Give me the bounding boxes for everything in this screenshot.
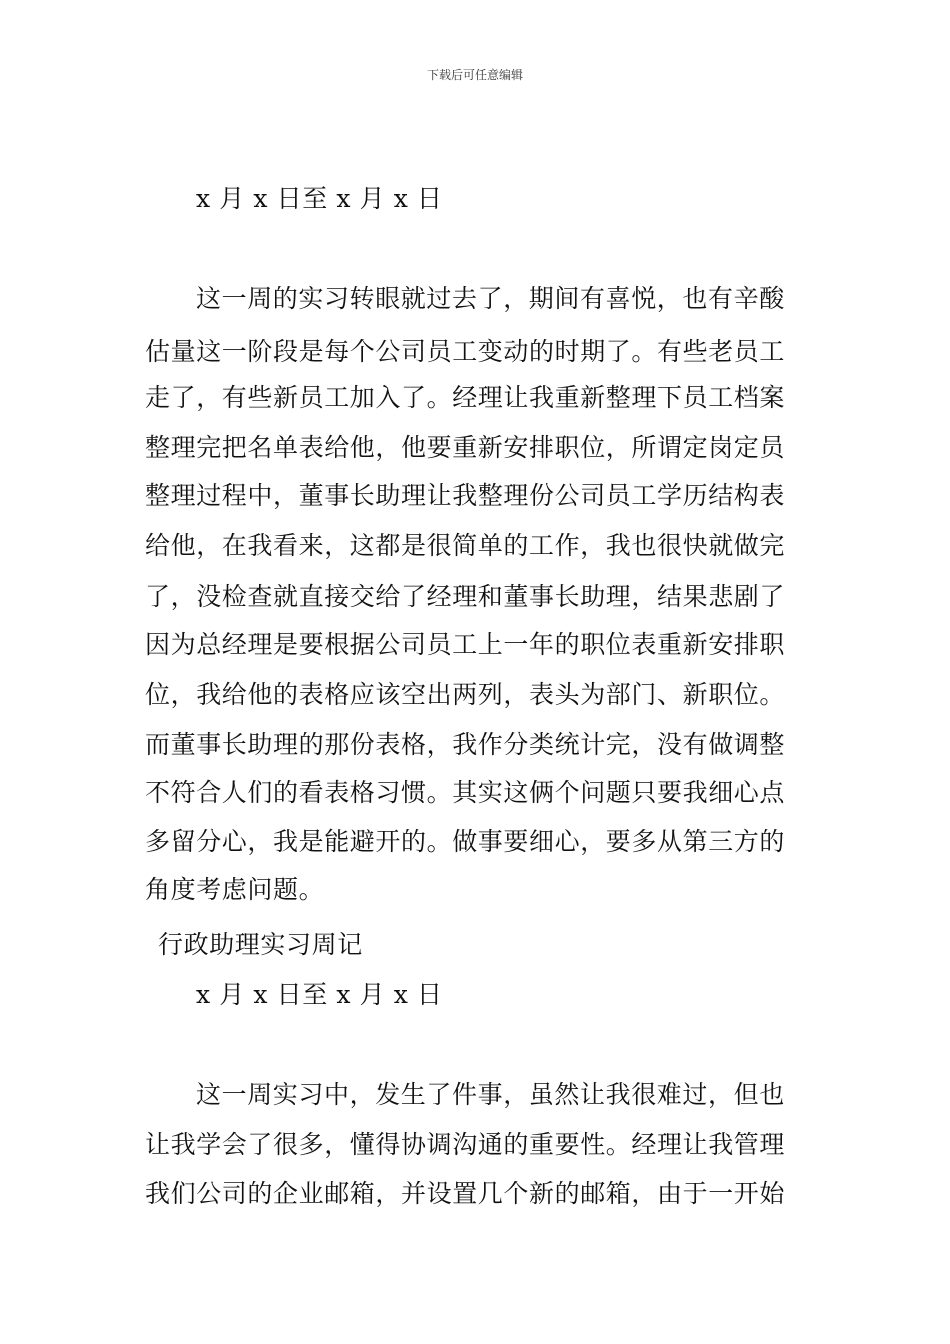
paragraph-line: 因为总经理是要根据公司员工上一年的职位表重新安排职	[145, 630, 786, 659]
paragraph-line: 这一周的实习转眼就过去了，期间有喜悦，也有辛酸	[196, 284, 785, 313]
paragraph-line: 多留分心，我是能避开的。做事要细心，要多从第三方的	[145, 827, 786, 856]
paragraph-line: 整理过程中，董事长助理让我整理份公司员工学历结构表	[145, 481, 786, 510]
paragraph-line: 走了，有些新员工加入了。经理让我重新整理下员工档案	[145, 383, 786, 412]
paragraph-line: 了，没检查就直接交给了经理和董事长助理，结果悲剧了	[145, 582, 786, 611]
paragraph-line: 估量这一阶段是每个公司员工变动的时期了。有些老员工	[145, 337, 786, 366]
paragraph-line: 整理完把名单表给他，他要重新安排职位，所谓定岗定员	[145, 433, 786, 462]
date-range: x 月 x 日至 x 月 x 日	[196, 980, 443, 1009]
section-title: 行政助理实习周记	[158, 930, 363, 959]
paragraph-line: 这一周实习中，发生了件事，虽然让我很难过，但也	[196, 1080, 785, 1109]
paragraph-line: 角度考虑问题。	[145, 875, 325, 904]
paragraph-line: 让我学会了很多，懂得协调沟通的重要性。经理让我管理	[145, 1130, 786, 1159]
paragraph-line: 我们公司的企业邮箱，并设置几个新的邮箱，由于一开始	[145, 1179, 786, 1208]
paragraph-line: 位，我给他的表格应该空出两列，表头为部门、新职位。	[145, 680, 786, 709]
paragraph-line: 给他，在我看来，这都是很简单的工作，我也很快就做完	[145, 531, 786, 560]
paragraph-line: 而董事长助理的那份表格，我作分类统计完，没有做调整	[145, 730, 786, 759]
date-range: x 月 x 日至 x 月 x 日	[196, 184, 443, 213]
paragraph-line: 不符合人们的看表格习惯。其实这俩个问题只要我细心点	[145, 778, 786, 807]
header-note: 下载后可任意编辑	[426, 68, 523, 82]
